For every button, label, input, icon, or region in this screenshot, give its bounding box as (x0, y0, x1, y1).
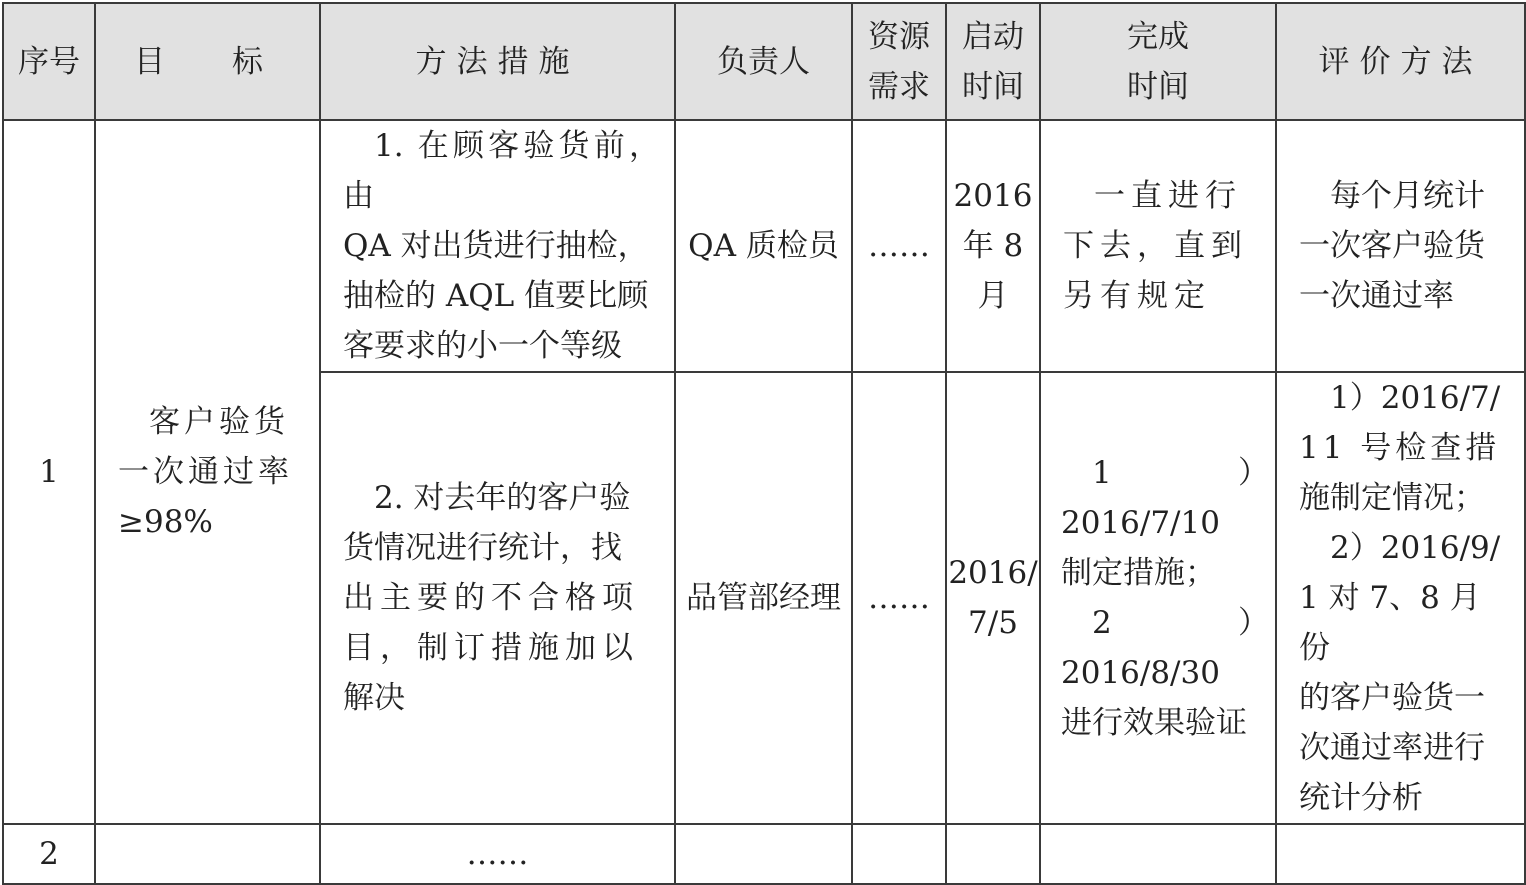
method-cell (320, 372, 675, 824)
goal-line: 一次通过率 (118, 454, 293, 490)
start-line: 2016 (953, 178, 1033, 214)
header-resource (852, 3, 946, 120)
header-goal: 目 标 (95, 3, 320, 120)
evaluation-cell (1276, 120, 1525, 372)
method-line: 2. 对去年的客户验 (374, 480, 631, 516)
finish-cell (1040, 120, 1276, 372)
evaluation-line: 每个月统计 (1330, 178, 1485, 214)
owner-cell: QA 质检员 (675, 120, 852, 372)
method-line: 抽检的 AQL 值要比顾 (343, 278, 649, 314)
header-resource-line-2: 需求 (868, 68, 930, 105)
finish-line: 一直进行 (1094, 178, 1242, 214)
evaluation-line: 的客户验货一 (1299, 680, 1485, 716)
start-line: 2016/ (948, 555, 1038, 591)
evaluation-line: 统计分析 (1299, 780, 1423, 816)
method-line: QA 对出货进行抽检， (343, 228, 649, 264)
owner-cell: 品管部经理 (675, 372, 852, 824)
table-row (3, 120, 1525, 372)
header-finish-line-1: 完成 (1127, 18, 1189, 55)
evaluation-line: 次通过率进行 (1299, 730, 1485, 766)
evaluation-line: 1）2016/7/ (1330, 380, 1501, 416)
method-cell (320, 120, 675, 372)
resource-cell: …… (852, 120, 946, 372)
evaluation-line: 1 对 7、8 月份 (1299, 580, 1481, 666)
header-resource-line-1: 资源 (868, 18, 930, 55)
header-start (946, 3, 1040, 120)
resource-cell (852, 824, 946, 884)
header-method: 方法措施 (320, 3, 675, 120)
header-no: 序号 (3, 3, 95, 120)
evaluation-line: 一次客户验货 (1299, 228, 1485, 264)
goal-cell (95, 824, 320, 884)
method-line: 客要求的小一个等级 (343, 328, 622, 364)
goal-line: 客户验货 (149, 404, 289, 440)
row-number-cell: 2 (3, 824, 95, 884)
resource-cell: …… (852, 372, 946, 824)
method-line: 货情况进行统计，找 (343, 530, 622, 566)
evaluation-line: 11 号检查措 (1299, 430, 1501, 466)
header-start-line-2: 时间 (962, 68, 1024, 105)
header-finish-line-2: 时间 (1127, 68, 1189, 105)
method-line: 目，制订措施加以 (343, 630, 639, 666)
start-cell (946, 120, 1040, 372)
finish-line: 下去，直到 (1063, 228, 1248, 264)
method-cell: …… (320, 824, 675, 884)
method-line: 解决 (343, 680, 405, 716)
header-evaluation: 评价方法 (1276, 3, 1525, 120)
start-cell (946, 824, 1040, 884)
evaluation-cell (1276, 824, 1525, 884)
row-number-cell: 1 (3, 120, 95, 824)
start-cell (946, 372, 1040, 824)
goal-line: ≥98% (118, 504, 213, 540)
header-start-line-1: 启动 (962, 18, 1024, 55)
finish-line: 制定措施； (1061, 555, 1216, 591)
finish-cell (1040, 824, 1276, 884)
evaluation-line: 一次通过率 (1299, 278, 1454, 314)
method-line: 出主要的不合格项 (343, 580, 639, 616)
method-line: 1. 在顾客验货前，由 (343, 128, 660, 214)
goal-cell (95, 120, 320, 824)
header-finish (1040, 3, 1276, 120)
evaluation-cell (1276, 372, 1525, 824)
quality-objective-plan-table (2, 2, 1526, 885)
finish-line: 另有规定 (1063, 278, 1211, 314)
header-owner: 负责人 (675, 3, 852, 120)
evaluation-line: 2）2016/9/ (1330, 530, 1501, 566)
finish-cell (1040, 372, 1276, 824)
evaluation-line: 施制定情况； (1299, 480, 1485, 516)
header-row (3, 3, 1525, 120)
start-line: 7/5 (968, 605, 1018, 641)
table-row (3, 824, 1525, 884)
finish-line: 进行效果验证 (1061, 705, 1247, 741)
owner-cell (675, 824, 852, 884)
finish-line: 1）2016/7/10 (1061, 455, 1269, 541)
finish-line: 2）2016/8/30 (1061, 605, 1269, 691)
start-line: 年 8 月 (962, 228, 1024, 314)
